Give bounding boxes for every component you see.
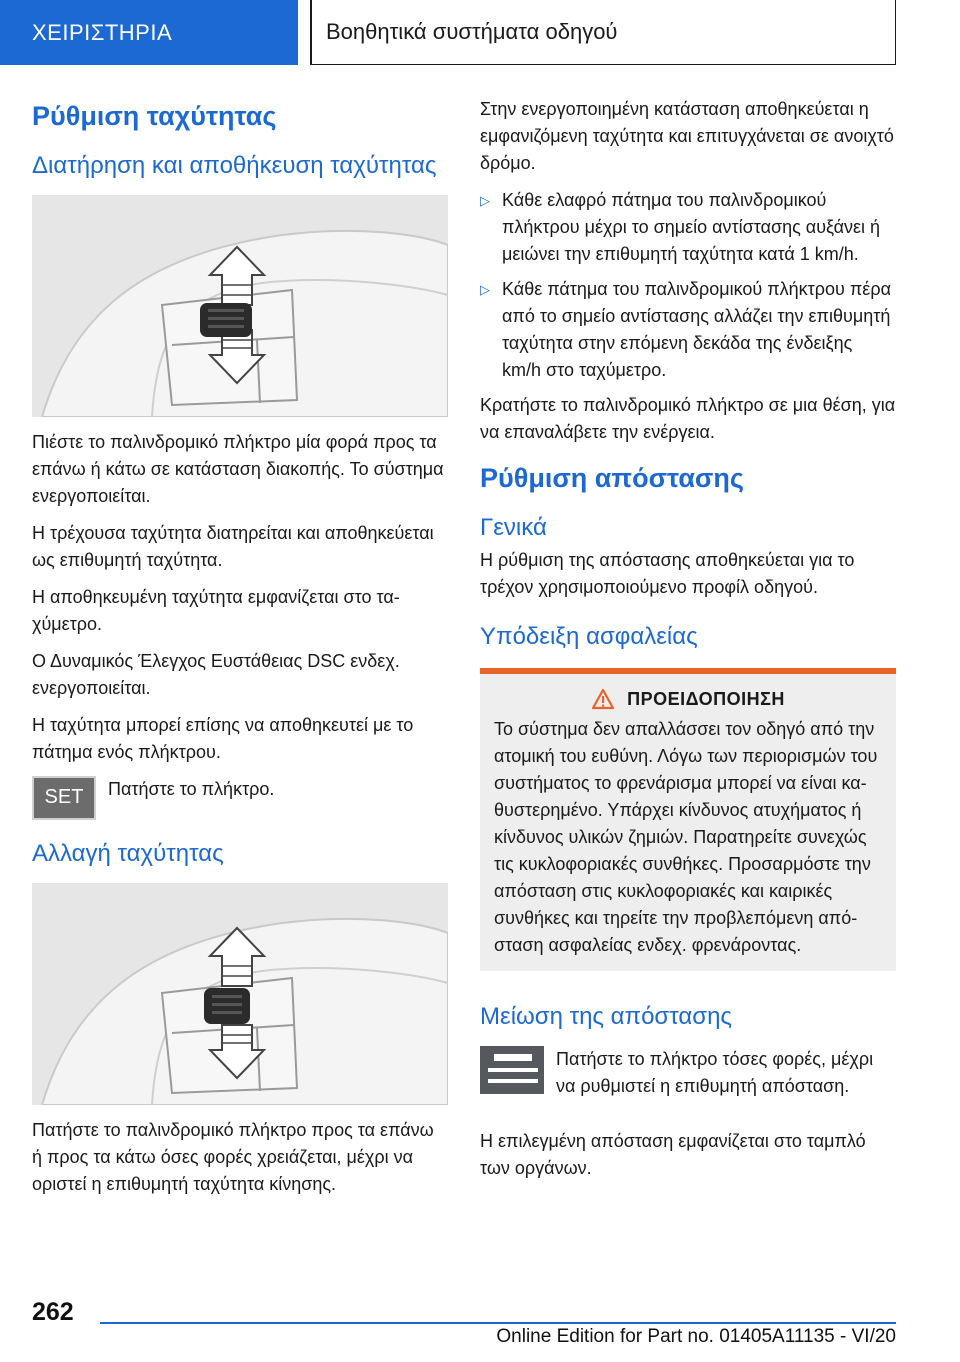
bullet-full-press-text: Κάθε πάτημα του παλινδρομικού πλήκτρου πέρα από το σημείο αντίστασης αλλάζει την επιθυμητή ταχύτητα στην επόμενη δεκάδα της ένδειξης km/h στο ταχύμετρο.: [502, 279, 891, 380]
bullet-triangle-icon: ▷: [480, 193, 490, 208]
header-section-tab: [0, 0, 298, 65]
bullet-light-press-text: Κάθε ελαφρό πάτημα του παλινδρομικού πλήκτρου μέχρι το σημείο αντίστασης αυξάνει ή μειώνει την επιθυμητή ταχύτητα κατά 1 km/h.: [502, 190, 881, 264]
warning-title: [494, 688, 882, 710]
bullet-full-press: [480, 276, 896, 384]
paragraph-distance-profile: Η ρύθμιση της απόστασης αποθηκεύεται για το τρέχον χρησιμοποιούμενο προφίλ οδηγού.: [480, 549, 855, 597]
warning-title-text: ΠΡΟΕΙΔΟΠΟΙΗΣΗ: [627, 688, 785, 709]
heading-speed-setting: Ρύθμιση ταχύτητας: [32, 101, 277, 131]
header-chapter: [312, 0, 896, 65]
warning-text: Το σύστημα δεν απαλλάσσει τον οδηγό από την ατομική του ευθύνη. Λόγω των περιορισμών του συστήματος το φρενάρισμα μπορεί να είναι καθυστερημένο. Υπάρχει κίνδυνος ατυχήματος ή κίνδυνος υλικών ζημιών. Παρατηρείτε συνεχώς τις κυκλοφοριακές συνθήκες. Προσαρμόστε την απόσταση στις κυκλοφοριακές και καιρικές συνθήκες και τηρείτε την προβλεπόμενη απόσταση ασφαλείας ενδεχ. φρενάροντας.: [494, 719, 878, 956]
bullet-light-press: [480, 187, 896, 268]
heading-distance-setting: Ρύθμιση απόστασης: [480, 463, 744, 493]
paragraph-press-rocker: Πιέστε το παλινδρομικό πλήκτρο μία φορά προς τα επάνω ή κάτω σε κατάσταση διακοπής. Το σύστημα ενεργοποιείται.: [32, 431, 444, 506]
paragraph-hold-rocker: Κρατήστε το παλινδρομικό πλήκτρο σε μια θέση, για να επαναλάβετε την ενέργεια.: [480, 395, 896, 442]
warning-box: [480, 668, 896, 971]
paragraph-press-rocker-change: Πατήστε το παλινδρομικό πλήκτρο προς τα επάνω ή προς τα κάτω όσες φορές χρειάζεται, μέχρι να οριστεί η επιθυμητή ταχύτητα κίνησης.: [32, 1120, 434, 1195]
warning-triangle-icon: [591, 688, 615, 710]
footer-rule: [100, 1322, 896, 1324]
paragraph-current-speed: Η τρέχουσα ταχύτητα διατηρείται και αποθηκεύεται ως επιθυμητή ταχύτητα.: [32, 522, 434, 570]
heading-keep-store-speed: Διατήρηση και αποθήκευση ταχύτητας: [32, 151, 437, 179]
distance-button-row: [480, 1046, 896, 1110]
paragraph-dsc: Ο Δυναμικός Έλεγχος Ευστάθειας DSC ενδεχ. ενεργοποιείται.: [32, 650, 400, 698]
header-chapter-label: Βοηθητικά συστήματα οδηγού: [326, 19, 618, 44]
right-column: [480, 96, 896, 1192]
footer-edition: Online Edition for Part no. 01405A11135 - VI/20: [496, 1326, 896, 1347]
steering-wheel-rocker-image-2: [32, 883, 448, 1105]
paragraph-stored-speed: Η αποθηκευμένη ταχύτητα εμφανίζεται στο ταχύμετρο.: [32, 586, 400, 634]
set-button-icon-label: SET: [44, 786, 84, 809]
paragraph-activated-state: Στην ενεργοποιημένη κατάσταση αποθηκεύεται η εμφανιζόμενη ταχύτητα και επιτυγχάνεται σε ανοιχτό δρόμο.: [480, 99, 894, 173]
paragraph-selected-distance: Η επιλεγμένη απόσταση εμφανίζεται στο ταμπλό των οργάνων.: [480, 1131, 866, 1179]
heading-general: Γενικά: [480, 513, 547, 541]
set-button-row: [32, 776, 448, 820]
header-section-label: ΧΕΙΡΙΣΤΗΡΙΑ: [32, 19, 173, 45]
paragraph-store-button: Η ταχύτητα μπορεί επίσης να αποθηκευτεί με το πάτημα ενός πλήκτρου.: [32, 714, 414, 762]
distance-button-instruction: Πατήστε το πλήκτρο τόσες φορές, μέχρι να ρυθμιστεί η επιθυμητή απόσταση.: [556, 1049, 874, 1097]
bullet-triangle-icon: ▷: [480, 282, 490, 297]
distance-button-icon: [480, 1046, 544, 1094]
page-number: 262: [32, 1298, 74, 1326]
left-column: [32, 96, 448, 1208]
heading-reduce-distance: Μείωση της απόστασης: [480, 1003, 732, 1031]
heading-change-speed: Αλλαγή ταχύτητας: [32, 839, 224, 867]
set-button-icon: [32, 776, 96, 820]
heading-safety-note: Υπόδειξη ασφαλείας: [480, 622, 698, 650]
set-button-instruction: Πατήστε το πλήκτρο.: [108, 778, 275, 799]
steering-wheel-rocker-image: [32, 195, 448, 417]
